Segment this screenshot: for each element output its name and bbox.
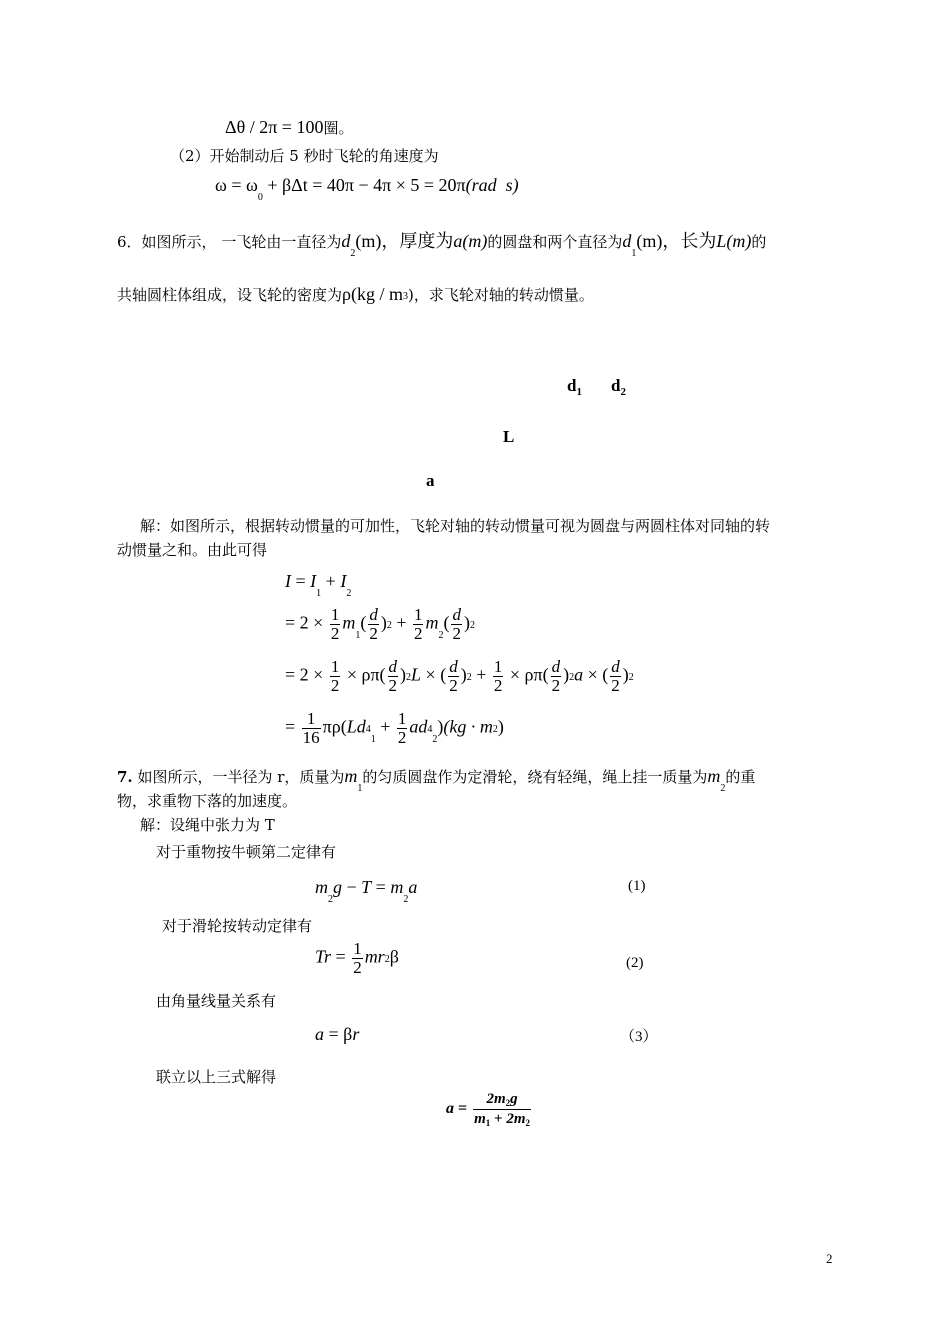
q6-text-5: 的 xyxy=(751,233,767,251)
sol7-p5: 联立以上三式解得 xyxy=(156,1068,277,1086)
q7-m1-sub: 1 xyxy=(357,783,363,794)
sol6-p1: 解：如图所示，根据转动惯量的可加性，飞轮对轴的转动惯量可视为圆盘与两圆柱体对同轴的转 xyxy=(140,517,771,535)
q7-line1 xyxy=(117,765,756,794)
q6-text-2: (m)，厚度为 xyxy=(355,231,454,251)
q7-text-2: 的匀质圆盘作为定滑轮，绕有轻绳，绳上挂一质量为 xyxy=(362,768,708,786)
sol7-eq3-number: （3） xyxy=(620,1029,658,1045)
q7-m2-sub: 2 xyxy=(720,783,726,794)
q6-d1-sub: 1 xyxy=(631,248,637,259)
sol7-p1: 解：设绳中张力为 T xyxy=(140,816,275,834)
q6-d1: d xyxy=(622,231,632,251)
sol7-p2: 对于重物按牛顿第二定律有 xyxy=(156,843,337,861)
q6-text-1: ．如图所示， 一飞轮由一直径为 xyxy=(126,233,342,251)
theta-expr: Δθ / 2π = 100 xyxy=(225,117,324,137)
q7-line2: 物，求重物下落的加速度。 xyxy=(117,792,298,810)
sol7-result: a = $\frac{2m_2g}{m_1 + 2m_2}$ xyxy=(446,1091,531,1128)
sol7-eq2-number: (2) xyxy=(626,955,644,971)
sol6-eq-line4: = $\frac{1}{16}$ $\pi\rho(Ld4_1$ + $\frac{1}{2}$ $ad4_2)(kg \cdot m2)$ xyxy=(285,709,504,747)
fig6-a-label: a xyxy=(426,471,435,490)
q6-d2: d xyxy=(341,231,351,251)
part2-line: （2）开始制动后 5 秒时飞轮的角速度为 xyxy=(170,147,439,165)
q6-text-3: 的圆盘和两个直径为 xyxy=(487,233,623,251)
sol6-eq-line3: = 2 × $\frac{1}{2}$ × ρπ( $\frac{d}{2}$ )2L × ( $\frac{d}{2}$ )2 + $\frac{1}{2}$ × ρπ( $\frac{d}{2}$ )2a × ( $\frac{d}{2}$ )2 xyxy=(285,657,634,695)
fig6-L-label: L xyxy=(503,427,515,446)
q6-line2 xyxy=(117,283,594,309)
sol6-eq-line1: $I = I_1 + I_2$ xyxy=(285,571,352,599)
sol7-p4: 由角量线量关系有 xyxy=(156,992,277,1010)
q7-text-3: 的重 xyxy=(725,768,756,786)
fig6-d2-label: $d_2$ xyxy=(611,376,626,398)
sol7-eq2: Tr = $\frac{1}{2}$ mr2β xyxy=(315,939,399,977)
sol7-p3: 对于滑轮按转动定律有 xyxy=(162,917,313,935)
q7-m2: m xyxy=(707,766,721,786)
sol7-eq1: $m_2g - T = m_2a$ xyxy=(315,877,418,905)
q6-text-4: (m)，长为 xyxy=(636,231,717,251)
sol7-eq3: a = βr xyxy=(315,1024,360,1044)
q6-rho: ρ(kg / m xyxy=(342,284,403,304)
omega-equation: $\omega = \omega_0 + \beta\Delta t = 40\pi - 4\pi \times 5 = 20\pi(rad$ s) xyxy=(215,175,519,203)
theta-unit: 圈。 xyxy=(323,119,354,137)
theta-line xyxy=(225,116,353,138)
page-number: 2 xyxy=(826,1251,833,1266)
fig6-d1-label: $d_1$ xyxy=(567,376,582,398)
q6-line2-b: )，求飞轮对轴的转动惯量。 xyxy=(408,286,594,304)
sol6-p2: 动惯量之和。由此可得 xyxy=(117,541,268,559)
q6-line1 xyxy=(117,230,767,259)
q6-d2-sub: 2 xyxy=(350,248,356,259)
sol7-eq1-number: (1) xyxy=(628,878,646,894)
q7-text-1: 如图所示，一半径为 r，质量为 xyxy=(132,768,345,786)
q6-rho-exp: 3 xyxy=(403,291,408,302)
q7-m1: m xyxy=(344,766,358,786)
q6-a: a(m) xyxy=(453,231,488,251)
sol6-eq-line2: = 2 × $\frac{1}{2}$ $m_1$( $\frac{d}{2}$ )2 + $\frac{1}{2}$ $m_2$( $\frac{d}{2}$ )2 xyxy=(285,605,475,643)
q7-number: 7. xyxy=(117,768,133,786)
q6-L: L(m) xyxy=(716,231,752,251)
q6-number: 6 xyxy=(117,233,127,251)
q6-line2-a: 共轴圆柱体组成，设飞轮的密度为 xyxy=(117,286,343,304)
